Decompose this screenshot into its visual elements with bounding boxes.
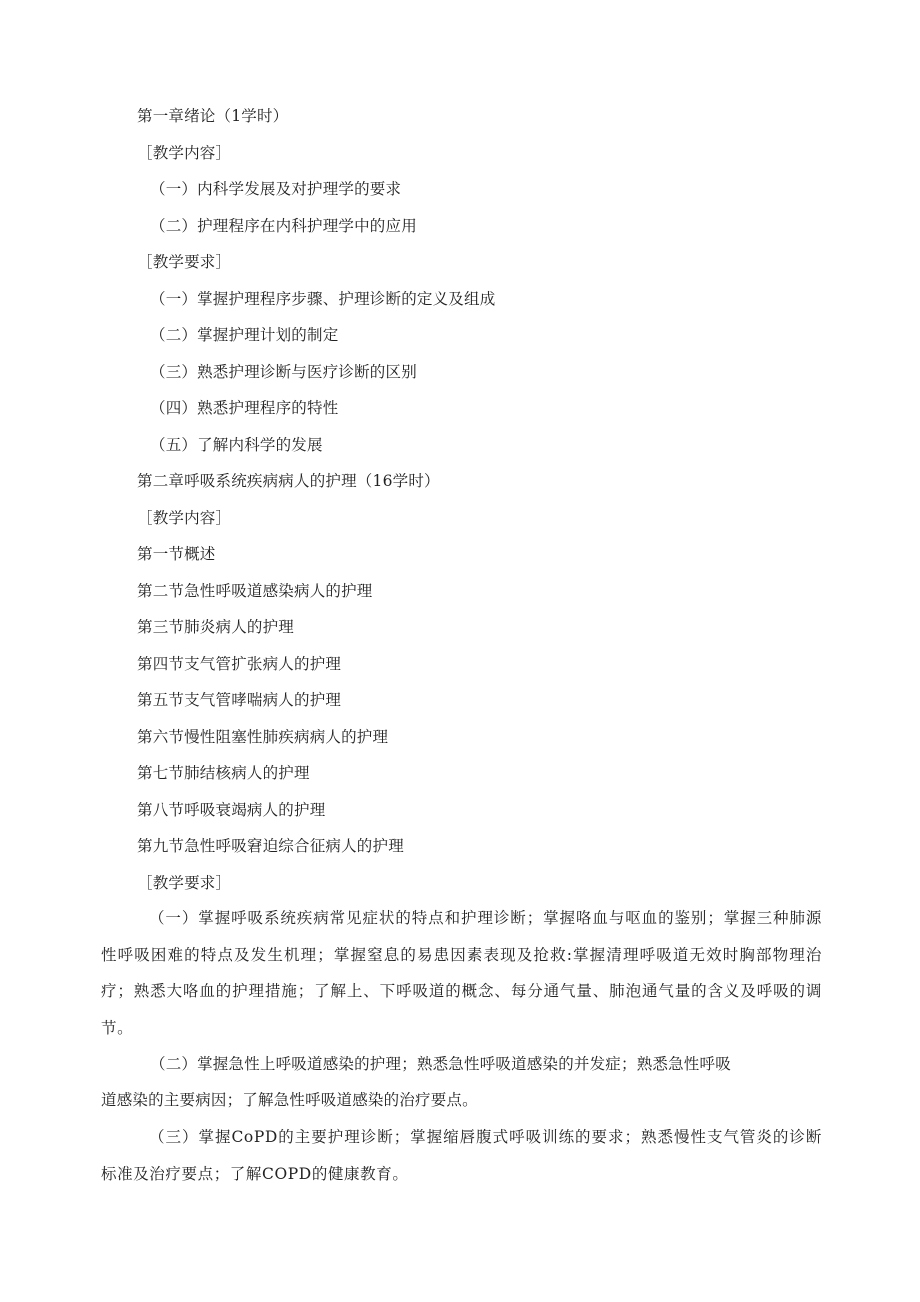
chapter-2-section: 第五节支气管哮喘病人的护理 xyxy=(137,691,342,709)
chapter-2-section: 第三节肺炎病人的护理 xyxy=(137,618,295,636)
chapter-2-section: 第六节慢性阻塞性肺疾病病人的护理 xyxy=(137,728,389,746)
chapter-2-requirement-paragraph: （一）掌握呼吸系统疾病常见症状的特点和护理诊断；掌握咯血与呕血的鉴别；掌握三种肺源性呼吸困难的特点及发生机理；掌握窒息的易患因素表现及抢救:掌握清理呼吸道无效时胸部物理治疗；熟悉大咯血的护理措施；了解上、下呼吸道的概念、每分通气量、肺泡通气量的含义及呼吸的调节。 xyxy=(101,909,822,1037)
chapter-2-section: 第一节概述 xyxy=(137,545,216,563)
chapter-2-section: 第八节呼吸衰竭病人的护理 xyxy=(137,801,326,819)
chapter-2-requirements-label: ［教学要求］ xyxy=(137,874,232,892)
chapter-1-requirement-item: （五）了解内科学的发展 xyxy=(150,436,323,454)
chapter-1-content-label: ［教学内容］ xyxy=(137,144,232,162)
chapter-1-content-item: （一）内科学发展及对护理学的要求 xyxy=(150,180,402,198)
chapter-1-content-item: （二）护理程序在内科护理学中的应用 xyxy=(150,217,417,235)
chapter-2-section: 第二节急性呼吸道感染病人的护理 xyxy=(137,582,373,600)
chapter-2-requirement-paragraph: （三）掌握CoPD的主要护理诊断；掌握缩唇腹式呼吸训练的要求；熟悉慢性支气管炎的诊断标准及治疗要点；了解COPD的健康教育。 xyxy=(101,1128,822,1183)
chapter-1-requirement-item: （三）熟悉护理诊断与医疗诊断的区别 xyxy=(150,363,417,381)
chapter-1-requirement-item: （四）熟悉护理程序的特性 xyxy=(150,399,339,417)
chapter-2-section: 第七节肺结核病人的护理 xyxy=(137,764,310,782)
chapter-1-requirements-label: ［教学要求］ xyxy=(137,253,232,271)
chapter-1-title: 第一章绪论（1学时） xyxy=(137,107,289,125)
chapter-2-requirement-paragraph-continued: 道感染的主要病因；了解急性呼吸道感染的治疗要点。 xyxy=(101,1091,478,1109)
chapter-2-title: 第二章呼吸系统疾病病人的护理（16学时） xyxy=(137,472,440,490)
chapter-1-requirement-item: （二）掌握护理计划的制定 xyxy=(150,326,339,344)
chapter-2-section: 第九节急性呼吸窘迫综合征病人的护理 xyxy=(137,837,404,855)
chapter-2-requirement-paragraph: （二）掌握急性上呼吸道感染的护理；熟悉急性呼吸道感染的并发症；熟悉急性呼吸 xyxy=(150,1055,731,1073)
chapter-1-requirement-item: （一）掌握护理程序步骤、护理诊断的定义及组成 xyxy=(150,290,496,308)
chapter-2-section: 第四节支气管扩张病人的护理 xyxy=(137,655,342,673)
chapter-2-content-label: ［教学内容］ xyxy=(137,509,232,527)
